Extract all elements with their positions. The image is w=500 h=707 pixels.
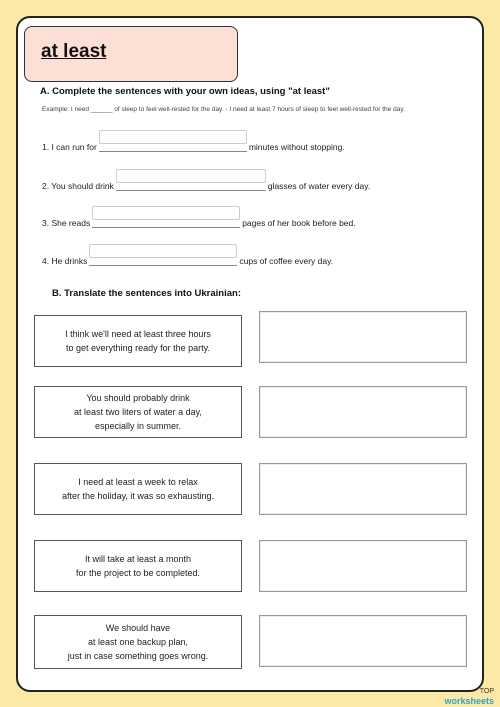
question-2 [42,178,370,191]
sentence-2: You should probably drink at least two liters of water a day, especially in summer. [34,386,242,438]
question-3-input[interactable] [92,206,240,220]
sentence-1: I think we'll need at least three hours to get everything ready for the party. [34,315,242,367]
sentence-3: I need at least a week to relax after the holiday, it was so exhausting. [34,463,242,515]
section-a-heading: A. Complete the sentences with your own ideas, using "at least" [40,86,330,97]
translation-5-input[interactable] [259,615,467,667]
title-box [24,26,238,82]
topworksheets-logo [444,688,494,705]
sentence-5: We should have at least one backup plan, just in case something goes wrong. [34,615,242,669]
question-3-after: pages of her book before bed. [242,218,356,228]
translation-2-input[interactable] [259,386,467,438]
question-1-after: minutes without stopping. [248,142,345,152]
question-3-before: 3. She reads [42,218,91,228]
question-2-input[interactable] [116,169,266,183]
question-4-after: cups of coffee every day. [239,256,334,266]
question-4 [42,253,333,266]
section-b-heading: B. Translate the sentences into Ukrainian: [52,288,241,299]
translation-1-input[interactable] [259,311,467,363]
question-1-input[interactable] [99,130,247,144]
logo-brand-text: worksheets [444,696,494,706]
logo-top-text: TOP [479,688,494,695]
question-4-before: 4. He drinks [42,256,88,266]
question-2-after: glasses of water every day. [267,181,371,191]
sentence-4: It will take at least a month for the project to be completed. [34,540,242,592]
translation-3-input[interactable] [259,463,467,515]
question-1-blank [99,139,247,152]
question-4-input[interactable] [89,244,237,258]
question-3 [42,215,356,228]
page-title: at least [41,41,107,62]
translation-4-input[interactable] [259,540,467,592]
question-2-before: 2. You should drink [42,181,114,191]
question-1 [42,139,345,152]
example-text: Example: I need ______ of sleep to feel well-rested for the day. - I need at least 7 hours of sleep to feel well-rested for the day. [42,106,405,113]
question-2-blank [116,178,266,191]
question-3-blank [92,215,240,228]
question-1-before: 1. I can run for [42,142,97,152]
question-4-blank [89,253,237,266]
